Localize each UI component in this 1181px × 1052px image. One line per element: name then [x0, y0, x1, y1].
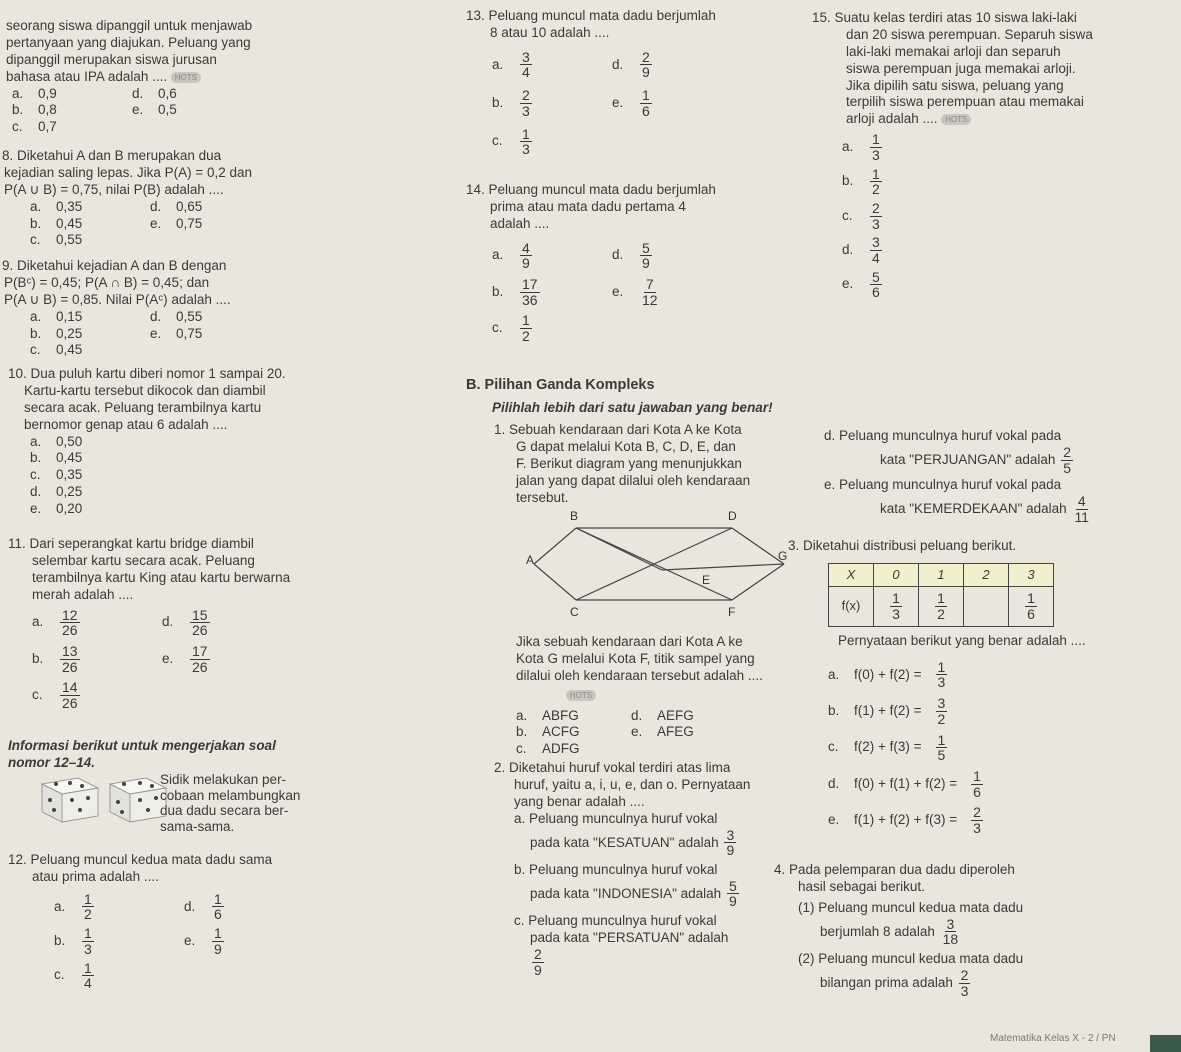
b2-statement-b[interactable]: [494, 862, 805, 909]
b2-line: a. Peluang munculnya huruf vokal: [514, 810, 718, 826]
question-9: [2, 258, 395, 359]
b1-stem-line: jalan yang dapat dilalui oleh kendaraan: [516, 472, 751, 488]
fraction: $\frac{2}{9}$: [534, 945, 542, 978]
q12-option-e[interactable]: e. $\frac{1}{9}$: [184, 925, 222, 957]
fraction: $\frac{7}{12}$: [642, 276, 658, 308]
question-12: [8, 852, 395, 991]
q7-stem-line: pertanyaan yang diajukan. Peluang yang: [6, 34, 251, 50]
b2-line: b. Peluang munculnya huruf vokal: [514, 861, 718, 877]
q15-stem-line: Jika dipilih satu siswa, peluang yang: [846, 77, 1064, 93]
q10-option-a[interactable]: a. 0,50: [30, 433, 83, 449]
route-diagram: [522, 504, 792, 624]
q7-option-a[interactable]: a. 0,9: [12, 85, 57, 101]
q10-stem-line: bernomor genap atau 6 adalah ....: [24, 416, 228, 432]
fraction: $\frac{2}{3}$: [872, 199, 880, 232]
q10-stem-line: Kartu-kartu tersebut dikocok dan diambil: [24, 382, 266, 398]
fraction: $\frac{2}{3}$: [522, 87, 530, 119]
b4-stem-line: 4. Pada pelemparan dua dadu diperoleh: [774, 862, 1015, 877]
q10-stem-line: 10. Dua puluh kartu diberi nomor 1 sampai 20.: [8, 366, 286, 381]
q13-stem-line: 8 atau 10 adalah ....: [490, 24, 610, 40]
b4-statement-1[interactable]: [774, 900, 1181, 947]
q11-stem-line: 11. Dari seperangkat kartu bridge diambil: [8, 536, 254, 551]
q7-stem-line: dipanggil merupakan siswa jurusan: [6, 51, 217, 67]
q14-option-a[interactable]: a. $\frac{4}{9}$: [492, 239, 530, 272]
node-label: G: [778, 549, 788, 563]
fraction: $\frac{5}{9}$: [728, 877, 737, 910]
b3-option-a[interactable]: a. f(0) + f(2) = $\frac{1}{3}$: [828, 658, 946, 691]
q15-stem-line: terpilih siswa perempuan atau memakai: [846, 94, 1084, 110]
q15-options: [842, 132, 1181, 300]
fraction: $\frac{1}{2}$: [84, 890, 92, 923]
table-cell: 1: [919, 563, 964, 586]
fraction: $\frac{3}{4}$: [872, 234, 880, 266]
q12-options: [54, 892, 304, 991]
hots-badge: HOTS: [171, 72, 201, 83]
b4-line: bilangan prima adalah: [820, 974, 953, 990]
q9-stem-line: 9. Diketahui kejadian A dan B dengan: [2, 258, 227, 273]
fraction: $\frac{1}{2}$: [872, 165, 880, 198]
b3-option-b[interactable]: b. f(1) + f(2) = $\frac{3}{2}$: [828, 695, 946, 727]
question-13: [466, 8, 805, 157]
fraction: $\frac{1}{3}$: [522, 125, 530, 158]
table-cell: 0: [874, 563, 919, 586]
b1-option-d[interactable]: d. AEFG: [631, 707, 694, 723]
info-block: [8, 738, 395, 834]
q11-stem-line: terambilnya kartu King atau kartu berwarna: [32, 569, 291, 585]
fraction: $\frac{4}{11}$: [1074, 493, 1089, 525]
b1-option-a[interactable]: a. ABFG: [516, 707, 579, 723]
die-right: [110, 778, 166, 822]
b2-stem-line: huruf, yaitu a, i, u, e, dan o. Pernyataan: [514, 776, 751, 792]
b1-stem-line: tersebut.: [516, 489, 569, 505]
b3-option-d[interactable]: d. f(0) + f(1) + f(2) = $\frac{1}{6}$: [828, 767, 981, 800]
info-title: nomor 12–14.: [8, 754, 96, 770]
q10-option-c[interactable]: c. 0,35: [30, 467, 83, 483]
fraction: $\frac{1}{6}$: [973, 767, 981, 800]
b1-options: [516, 708, 736, 759]
q15-option-a[interactable]: a. $\frac{1}{3}$: [842, 131, 880, 163]
q9-option-e[interactable]: e. 0,75: [150, 325, 203, 341]
b1-stem-line: G dapat melalui Kota B, C, D, E, dan: [516, 438, 736, 454]
b1-after-line: dilalui oleh kendaraan tersebut adalah ....: [516, 667, 763, 683]
q13-option-c[interactable]: c. $\frac{1}{3}$: [492, 125, 530, 158]
b2-line: c. Peluang munculnya huruf vokal: [514, 913, 717, 929]
q12-option-c[interactable]: c. $\frac{1}{4}$: [54, 959, 92, 992]
q11-stem-line: selembar kartu secara acak. Peluang: [32, 552, 255, 568]
distribution-table: [828, 563, 1054, 627]
q13-option-b[interactable]: b. $\frac{2}{3}$: [492, 87, 530, 119]
die-left: [42, 778, 98, 822]
q9-options: [30, 309, 260, 360]
node-label: D: [728, 509, 737, 523]
fraction: $\frac{1}{3}$: [937, 658, 946, 691]
q8-option-c[interactable]: c. 0,55: [30, 232, 83, 248]
q14-option-b[interactable]: b. $\frac{17}{36}$: [492, 276, 538, 308]
node-label: A: [526, 553, 535, 567]
q14-stem-line: 14. Peluang muncul mata dadu berjumlah: [466, 182, 716, 197]
b2-stem-line: yang benar adalah ....: [514, 793, 645, 809]
q8-stem-line: 8. Diketahui A dan B merupakan dua: [2, 148, 222, 163]
q11-stem-line: merah adalah ....: [32, 586, 134, 602]
b4-line: (1) Peluang muncul kedua mata dadu: [798, 899, 1024, 915]
b3-after: Pernyataan berikut yang benar adalah ....: [838, 632, 1086, 648]
q10-stem-line: secara acak. Peluang terambilnya kartu: [24, 399, 262, 415]
fraction: $\frac{1}{9}$: [214, 925, 222, 957]
q11-option-b[interactable]: b. $\frac{13}{26}$: [32, 642, 78, 675]
b2-statement-d[interactable]: [824, 428, 1181, 475]
fraction: $\frac{1}{6}$: [642, 87, 650, 119]
q10-option-e[interactable]: e. 0,20: [30, 501, 83, 516]
q15-option-e[interactable]: e. $\frac{5}{6}$: [842, 268, 880, 301]
b3-option-c[interactable]: c. f(2) + f(3) = $\frac{1}{5}$: [828, 731, 946, 764]
fraction: $\frac{13}{26}$: [62, 642, 78, 675]
b1-after-line: Jika sebuah kendaraan dari Kota A ke: [516, 634, 743, 649]
q9-option-a[interactable]: a. 0,15: [30, 308, 83, 324]
q14-option-c[interactable]: c. $\frac{1}{2}$: [492, 312, 530, 345]
fraction: $\frac{12}{26}$: [62, 606, 78, 639]
info-text-line: cobaan melambungkan: [160, 787, 301, 803]
q9-option-b[interactable]: b. 0,25: [30, 325, 83, 341]
b1-option-c[interactable]: c. ADFG: [516, 741, 580, 757]
b1-stem-line: F. Berikut diagram yang menunjukkan: [516, 455, 742, 471]
fraction: $\frac{1}{4}$: [84, 959, 92, 992]
fraction: $\frac{1}{2}$: [937, 590, 945, 622]
section-b-header: [466, 376, 805, 417]
q14-option-d[interactable]: d. $\frac{5}{9}$: [612, 239, 650, 272]
b-question-1: [494, 422, 805, 757]
fraction: $\frac{15}{26}$: [192, 606, 208, 639]
q7-stem-line: seorang siswa dipanggil untuk menjawab: [6, 18, 253, 33]
b1-option-b[interactable]: b. ACFG: [516, 724, 580, 740]
fraction: $\frac{1}{3}$: [84, 925, 92, 957]
fraction: $\frac{1}{6}$: [214, 890, 222, 923]
b1-stem-line: 1. Sebuah kendaraan dari Kota A ke Kota: [494, 422, 742, 437]
question-15: [812, 10, 1181, 300]
q10-options: [30, 434, 395, 518]
table-cell: [874, 586, 919, 626]
b2-statement-c[interactable]: [494, 913, 805, 977]
q15-stem-line: siswa perempuan juga memakai arloji.: [846, 60, 1076, 76]
b2-line: d. Peluang munculnya huruf vokal pada: [824, 428, 1062, 443]
fraction: $\frac{3}{18}$: [942, 915, 959, 948]
fraction: $\frac{3}{4}$: [522, 48, 530, 81]
hots-badge: HOTS: [941, 114, 971, 125]
b2-continued: [824, 428, 1181, 525]
info-text: [160, 772, 300, 834]
q10-option-d[interactable]: d. 0,25: [30, 484, 83, 500]
fraction: $\frac{1}{5}$: [937, 731, 946, 764]
b2-line: e. Peluang munculnya huruf vokal pada: [824, 477, 1062, 493]
q8-option-b[interactable]: b. 0,45: [30, 215, 83, 231]
q9-stem-line: P(A ∪ B) = 0,85. Nilai P(Aᶜ) adalah ....: [4, 291, 231, 307]
table-cell: [1009, 586, 1054, 626]
table-row: [829, 563, 1054, 586]
b-question-2: [494, 760, 805, 977]
q8-stem-line: kejadian saling lepas. Jika P(A) = 0,2 dan: [4, 164, 253, 180]
fraction: $\frac{5}{6}$: [872, 268, 880, 301]
b2-stem-line: 2. Diketahui huruf vokal terdiri atas lima: [494, 760, 731, 775]
fraction: $\frac{17}{36}$: [522, 276, 538, 308]
b4-line: (2) Peluang muncul kedua mata dadu: [798, 951, 1024, 966]
q15-stem-line: arloji adalah ....: [846, 111, 938, 127]
section-instruction: Pilihlah lebih dari satu jawaban yang benar!: [492, 400, 773, 416]
fraction: $\frac{1}{2}$: [522, 312, 530, 345]
fraction: $\frac{1}{6}$: [1027, 590, 1035, 622]
q8-option-a[interactable]: a. 0,35: [30, 198, 83, 214]
dice-illustration: [36, 772, 176, 832]
b2-line: pada kata "INDONESIA" adalah: [530, 885, 722, 901]
b-question-4: [774, 862, 1181, 998]
b4-statement-2[interactable]: [774, 951, 1181, 998]
fraction: $\frac{1}{3}$: [872, 131, 880, 163]
b1-after-line: Kota G melalui Kota F, titik sampel yang: [516, 650, 755, 666]
q13-option-e[interactable]: e. $\frac{1}{6}$: [612, 87, 650, 119]
node-label: F: [728, 605, 736, 619]
table-cell: 2: [964, 563, 1009, 586]
fraction: $\frac{2}{9}$: [642, 48, 650, 81]
q12-stem-line: 12. Peluang muncul kedua mata dadu sama: [8, 852, 273, 867]
table-cell: f(x): [829, 586, 874, 626]
q11-option-a[interactable]: a. $\frac{12}{26}$: [32, 606, 78, 639]
question-14: [466, 182, 805, 344]
q15-stem-line: laki-laki memakai arloji dan separuh: [846, 43, 1061, 59]
q14-stem-line: prima atau mata dadu pertama 4: [490, 198, 686, 214]
question-8: [2, 148, 395, 249]
b1-after: [516, 634, 816, 758]
b2-statement-e[interactable]: [824, 477, 1181, 524]
q11-option-e[interactable]: e. $\frac{17}{26}$: [162, 642, 208, 675]
question-7: [6, 18, 395, 136]
b3-option-e[interactable]: e. f(1) + f(2) + f(3) = $\frac{2}{3}$: [828, 804, 981, 836]
question-10: [8, 366, 395, 518]
b2-line: pada kata "PERSATUAN" adalah: [530, 930, 729, 945]
q11-option-c[interactable]: c. $\frac{14}{26}$: [32, 679, 78, 711]
q15-stem-line: 15. Suatu kelas terdiri atas 10 siswa laki-laki: [812, 10, 1077, 25]
q11-option-d[interactable]: d. $\frac{15}{26}$: [162, 606, 208, 639]
b2-statement-a[interactable]: [494, 811, 805, 858]
fraction: $\frac{5}{9}$: [642, 239, 650, 272]
fraction: $\frac{17}{26}$: [192, 642, 208, 675]
q12-option-d[interactable]: d. $\frac{1}{6}$: [184, 890, 222, 923]
q15-option-b[interactable]: b. $\frac{1}{2}$: [842, 165, 880, 198]
fraction: $\frac{4}{9}$: [522, 239, 530, 272]
q15-stem-line: dan 20 siswa perempuan. Separuh siswa: [846, 26, 1093, 42]
info-text-line: dua dadu secara ber-: [160, 803, 289, 819]
hots-badge: HOTS: [566, 690, 596, 701]
node-label: E: [702, 573, 711, 587]
info-text-line: sama-sama.: [160, 818, 235, 834]
q12-option-a[interactable]: a. $\frac{1}{2}$: [54, 890, 92, 923]
q7-options: [12, 86, 242, 137]
question-11: [8, 536, 395, 711]
info-text-line: Sidik melakukan per-: [160, 772, 287, 787]
table-cell: 3: [1009, 563, 1054, 586]
table-cell: X: [829, 563, 874, 586]
q11-options: [32, 608, 282, 711]
q8-option-e[interactable]: e. 0,75: [150, 215, 203, 231]
q7-stem-line: bahasa atau IPA adalah .... HOTS: [6, 69, 395, 86]
q14-options: [492, 241, 722, 344]
q8-options: [30, 199, 260, 250]
b-question-3: [788, 538, 1181, 836]
q7-option-c[interactable]: c. 0,7: [12, 119, 57, 135]
q15-option-d[interactable]: d. $\frac{3}{4}$: [842, 234, 880, 266]
q12-option-b[interactable]: b. $\frac{1}{3}$: [54, 925, 92, 957]
b4-line: berjumlah 8 adalah: [820, 923, 935, 939]
page-corner-tab: [1150, 1035, 1181, 1052]
q9-option-d[interactable]: d. 0,55: [150, 308, 203, 324]
q10-option-b[interactable]: b. 0,45: [30, 450, 83, 466]
b3-stem: 3. Diketahui distribusi peluang berikut.: [788, 538, 1017, 553]
table-cell: [919, 586, 964, 626]
fraction: $\frac{3}{9}$: [726, 826, 735, 859]
b2-line: pada kata "KESATUAN" adalah: [530, 834, 719, 850]
q9-stem-line: P(Bᶜ) = 0,45; P(A ∩ B) = 0,45; dan: [4, 274, 210, 290]
q15-option-c[interactable]: c. $\frac{2}{3}$: [842, 199, 880, 232]
q7-option-b[interactable]: b. 0,8: [12, 102, 57, 118]
q8-stem-line: P(A ∪ B) = 0,75, nilai P(B) adalah ....: [4, 181, 224, 197]
q9-option-c[interactable]: c. 0,45: [30, 342, 83, 358]
q13-stem-line: 13. Peluang muncul mata dadu berjumlah: [466, 8, 716, 23]
node-label: B: [570, 509, 579, 523]
b2-line: kata "PERJUANGAN" adalah: [880, 451, 1056, 467]
q12-stem-line: atau prima adalah ....: [32, 868, 159, 884]
fraction: $\frac{14}{26}$: [62, 679, 78, 711]
q8-option-d[interactable]: d. 0,65: [150, 198, 203, 214]
fraction: $\frac{3}{2}$: [937, 695, 946, 727]
fraction: $\frac{2}{5}$: [1063, 443, 1071, 476]
b4-stem-line: hasil sebagai berikut.: [798, 878, 925, 894]
table-row: [829, 586, 1054, 626]
q13-option-a[interactable]: a. $\frac{3}{4}$: [492, 48, 530, 81]
q13-options: [492, 50, 722, 157]
b3-options: [828, 660, 1181, 836]
section-title: B. Pilihan Ganda Kompleks: [466, 377, 655, 393]
page-footer: Matematika Kelas X - 2 / PN: [990, 1033, 1116, 1044]
b1-option-e[interactable]: e. AFEG: [631, 724, 694, 740]
info-title: Informasi berikut untuk mengerjakan soal: [8, 738, 276, 753]
node-label: C: [570, 605, 579, 619]
q7-option-e[interactable]: e. 0,5: [132, 102, 177, 118]
table-cell: [964, 586, 1009, 626]
q14-stem-line: adalah ....: [490, 215, 550, 231]
q14-option-e[interactable]: e. $\frac{7}{12}$: [612, 276, 658, 308]
b2-line: kata "KEMERDEKAAN" adalah: [880, 500, 1067, 516]
fraction: $\frac{2}{3}$: [973, 804, 981, 836]
q7-option-d[interactable]: d. 0,6: [132, 85, 177, 101]
fraction: $\frac{2}{3}$: [960, 966, 969, 999]
q13-option-d[interactable]: d. $\frac{2}{9}$: [612, 48, 650, 81]
fraction: $\frac{1}{3}$: [892, 590, 900, 622]
